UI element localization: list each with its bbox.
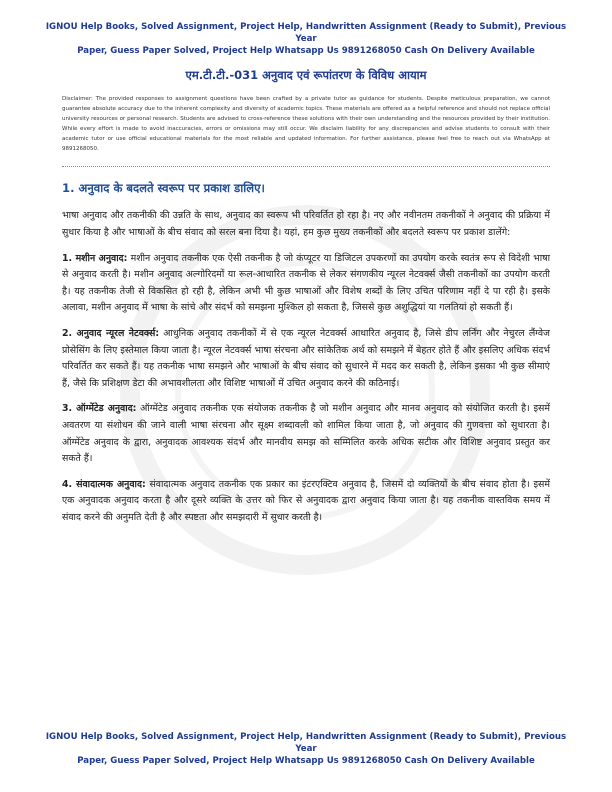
answer-item-neural-networks xyxy=(62,326,550,392)
answer-item-title: 2. अनुवाद न्यूरल नेटवर्क्स: xyxy=(62,328,160,339)
question-heading: 1. अनुवाद के बदलते स्वरूप पर प्रकाश डालिए। xyxy=(62,181,265,196)
section-divider xyxy=(62,166,550,167)
answer-item-text: आधुनिक अनुवाद तकनीकों में से एक न्यूरल नेटवर्क्स आधारित अनुवाद है, जिसे डीप लर्निंग और नेचुरल लैंग्वेज प्रोसेसिंग के लिए इस्तेमाल किया जाता है। न्यूरल नेटवर्क्स भाषा संरचना और सांकेतिक अर्थ को समझने में बेहतर होते हैं और इसलिए अधिक संदर्भ परिवर्तित कर सकते हैं। यह तकनीक भाषा समझने और भाषाओं के बीच संवाद को सुधारने में मदद कर सकती है, लेकिन इसका भी कुछ सीमाएं हैं, जैसे कि प्रशिक्षण डेटा की अभावशीलता और विशिष्ट भाषाओं में उचित अनुवाद करने की कठिनाई। xyxy=(62,328,550,389)
answer-item-conversational-translation xyxy=(62,477,550,527)
answer-item-text: मशीन अनुवाद तकनीक एक ऐसी तकनीक है जो कंप्यूटर या डिजिटल उपकरणों का उपयोग करके स्वतंत्र रूप से विदेशी भाषा से अनुवाद करती है। मशीन अनुवाद अल्गोरिदमों या रूल-आधारित तकनीक से लेकर संगणकीय न्यूरल नेटवर्क्स जैसी तकनीकों का उपयोग करती है। यह तकनीक तेजी से विकसित हो रही है, लेकिन अभी भी कुछ भाषाओं और विशेष शब्दों के लिए उचित परिणाम नहीं दे पा रही है। इसके अलावा, मशीन अनुवाद में भाषा के सांचे और संदर्भ को समझना मुश्किल हो सकता है, जिससे कुछ अशुद्धियां या गलतियां हो सकती हैं। xyxy=(62,252,550,314)
disclaimer-text: Disclaimer: The provided responses to assignment questions have been crafted by a private tutor as guidance for students. Despite meticulous preparation, we cannot guarantee absolute accuracy due to the inherent complexity and diversity of academic topics. These materials are offered as a helpful reference and should not replace official university resources or personal research. Students are advised to cross-reference these solutions with their own understanding and the resources provided by their institution. While every effort is made to avoid inaccuracies, errors or omissions may still occur. We disclaim liability for any discrepancies and advise students to consult with their academic tutor or use official educational materials for the most reliable and updated information. For further assistance, please feel free to reach out via WhatsApp at 9891268050. xyxy=(62,96,550,152)
answer-item-text: संवादात्मक अनुवाद तकनीक एक प्रकार का इंटरएक्टिव अनुवाद है, जिसमें दो व्यक्तियों के बीच संवाद होता है। इसमें एक अनुवादक अनुवाद करता है और दूसरे व्यक्ति के उत्तर को फिर से अनुवादक द्वारा अनुवाद किया जाता है। यह तकनीक वास्तविक समय में संवाद करने की अनुमति देती है और स्पष्टता और समझदारी में सुधार करती है। xyxy=(62,478,551,523)
answer-item-text: ऑग्मेंटेड अनुवाद तकनीक एक संयोजक तकनीक है जो मशीन अनुवाद और मानव अनुवाद को संयोजित करती है। इसमें अवतरण या संशोधन की जाने वाली भाषा संरचना और सूक्ष्म शब्दावली को शामिल किया जाता है, जो अनुवाद की गुणवत्ता को सुधारता है। ऑग्मेंटेड अनुवाद के द्वारा, अनुवादक आवश्यक संदर्भ और मानवीय समझ को सम्मिलित करके अधिक सटीक और विशिष्ट अनुवाद प्रस्तुत कर सकते हैं। xyxy=(62,403,550,465)
answer-item-machine-translation xyxy=(62,251,550,317)
intro-paragraph: भाषा अनुवाद और तकनीकी की उन्नति के साथ, अनुवाद का स्वरूप भी परिवर्तित हो रहा है। नए और नवीनतम तकनीकों ने अनुवाद की प्रक्रिया में सुधार किया है और भाषाओं के बीच संवाद को सरल बना दिया है। यहां, हम कुछ मुख्य तकनीकों और बदलते स्वरूप पर प्रकाश डालेंगे: xyxy=(62,210,550,239)
footer-banner xyxy=(0,731,612,767)
header-banner xyxy=(42,0,570,57)
document-title: एम.टी.टी.-031 अनुवाद एवं रूपांतरण के विविध आयाम xyxy=(185,68,427,82)
answer-item-title: 4. संवादात्मक अनुवाद: xyxy=(62,478,146,490)
answer-item-title: 3. ऑग्मेंटेड अनुवाद: xyxy=(62,403,137,415)
answer-item-title: 1. मशीन अनुवाद: xyxy=(62,252,128,264)
answer-item-augmented-translation xyxy=(62,401,550,467)
header-banner-line-1: IGNOU Help Books, Solved Assignment, Project Help, Handwritten Assignment (Ready to Submit), Previous Year xyxy=(45,22,567,44)
header-banner-line-2: Paper, Guess Paper Solved, Project Help Whatsapp Us 9891268050 Cash On Delivery Available xyxy=(77,46,535,56)
footer-banner-line-2: Paper, Guess Paper Solved, Project Help Whatsapp Us 9891268050 Cash On Delivery Available xyxy=(77,756,535,766)
footer-banner-line-1: IGNOU Help Books, Solved Assignment, Project Help, Handwritten Assignment (Ready to Submit), Previous Year xyxy=(45,732,567,754)
